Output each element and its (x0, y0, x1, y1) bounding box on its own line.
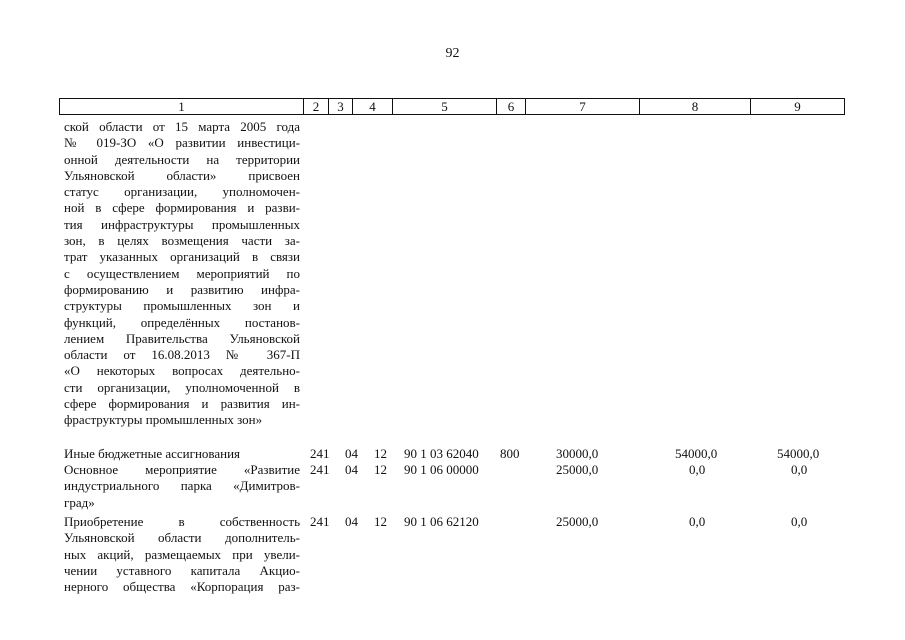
cell-col-8: 0,0 (689, 514, 706, 529)
cell-col-9: 0,0 (791, 514, 808, 529)
header-col-1: 1 (59, 98, 304, 115)
description-line: сти организации, уполномоченной в (64, 379, 300, 395)
page-number: 92 (445, 46, 460, 61)
header-col-3: 3 (329, 98, 353, 115)
description-line: структуры промышленных зон и (64, 298, 300, 314)
description-line: области от 16.08.2013 № 367-П (64, 347, 300, 363)
cell-col-5: 90 1 06 00000 (404, 462, 479, 477)
description-line: тия инфраструктуры промышленных (64, 216, 300, 232)
row-description (64, 514, 300, 595)
cell-col-7: 25000,0 (556, 514, 599, 529)
description-line: трат указанных организаций в связи (64, 249, 300, 265)
description-line: Основное мероприятие «Развитие (64, 462, 300, 477)
cell-col-3: 04 (345, 446, 358, 461)
description-line: ской области от 15 марта 2005 года (64, 119, 300, 134)
header-col-6: 6 (497, 98, 526, 115)
description-line: сфере формирования и развития ин- (64, 396, 300, 412)
description-line: онной деятельности на территории (64, 151, 300, 167)
row-description (64, 462, 300, 511)
cell-col-2: 241 (310, 446, 330, 461)
description-line: с осуществлением мероприятий по (64, 265, 300, 281)
description-line: ных акций, размещаемых при увели- (64, 546, 300, 562)
description-line: Ульяновской области дополнитель- (64, 530, 300, 546)
header-col-5: 5 (393, 98, 497, 115)
cell-col-4: 12 (374, 514, 387, 529)
header-col-4: 4 (353, 98, 393, 115)
header-col-7: 7 (526, 98, 640, 115)
header-col-9: 9 (751, 98, 845, 115)
cell-col-9: 54000,0 (777, 446, 820, 461)
description-line: «О некоторых вопросах деятельно- (64, 363, 300, 379)
row-description (64, 446, 300, 462)
description-line: лением Правительства Ульяновской (64, 330, 300, 346)
cell-col-4: 12 (374, 446, 387, 461)
description-line: статус организации, уполномочен- (64, 184, 300, 200)
description-line: нерного общества «Корпорация раз- (64, 579, 300, 595)
cell-col-6: 800 (500, 446, 520, 461)
description-line: град» (64, 494, 95, 510)
cell-col-7: 25000,0 (556, 462, 599, 477)
cell-col-7: 30000,0 (556, 446, 599, 461)
description-line: ной в сфере формирования и разви- (64, 200, 300, 216)
header-col-2: 2 (304, 98, 329, 115)
description-line: Ульяновской области» присвоен (64, 167, 300, 183)
description-line: чении уставного капитала Акцио- (64, 562, 300, 578)
cell-col-3: 04 (345, 514, 358, 529)
cell-col-3: 04 (345, 462, 358, 477)
description-line: индустриального парка «Димитров- (64, 478, 300, 494)
cell-col-8: 0,0 (689, 462, 706, 477)
description-line: фраструктуры промышленных зон» (64, 412, 263, 428)
description-line: формированию и развитию инфра- (64, 281, 300, 297)
cell-col-4: 12 (374, 462, 387, 477)
description-line: № 019-ЗО «О развитии инвестици- (64, 135, 300, 151)
description-line: Приобретение в собственность (64, 514, 300, 529)
cell-col-8: 54000,0 (675, 446, 718, 461)
header-col-8: 8 (640, 98, 751, 115)
cell-col-5: 90 1 06 62120 (404, 514, 479, 529)
continued-description (64, 119, 300, 429)
description-line: функций, определённых постанов- (64, 314, 300, 330)
cell-col-5: 90 1 03 62040 (404, 446, 479, 461)
cell-col-2: 241 (310, 462, 330, 477)
description-line: Иные бюджетные ассигнования (64, 446, 241, 461)
description-line: зон, в целях возмещения части за- (64, 233, 300, 249)
cell-col-9: 0,0 (791, 462, 808, 477)
cell-col-2: 241 (310, 514, 330, 529)
